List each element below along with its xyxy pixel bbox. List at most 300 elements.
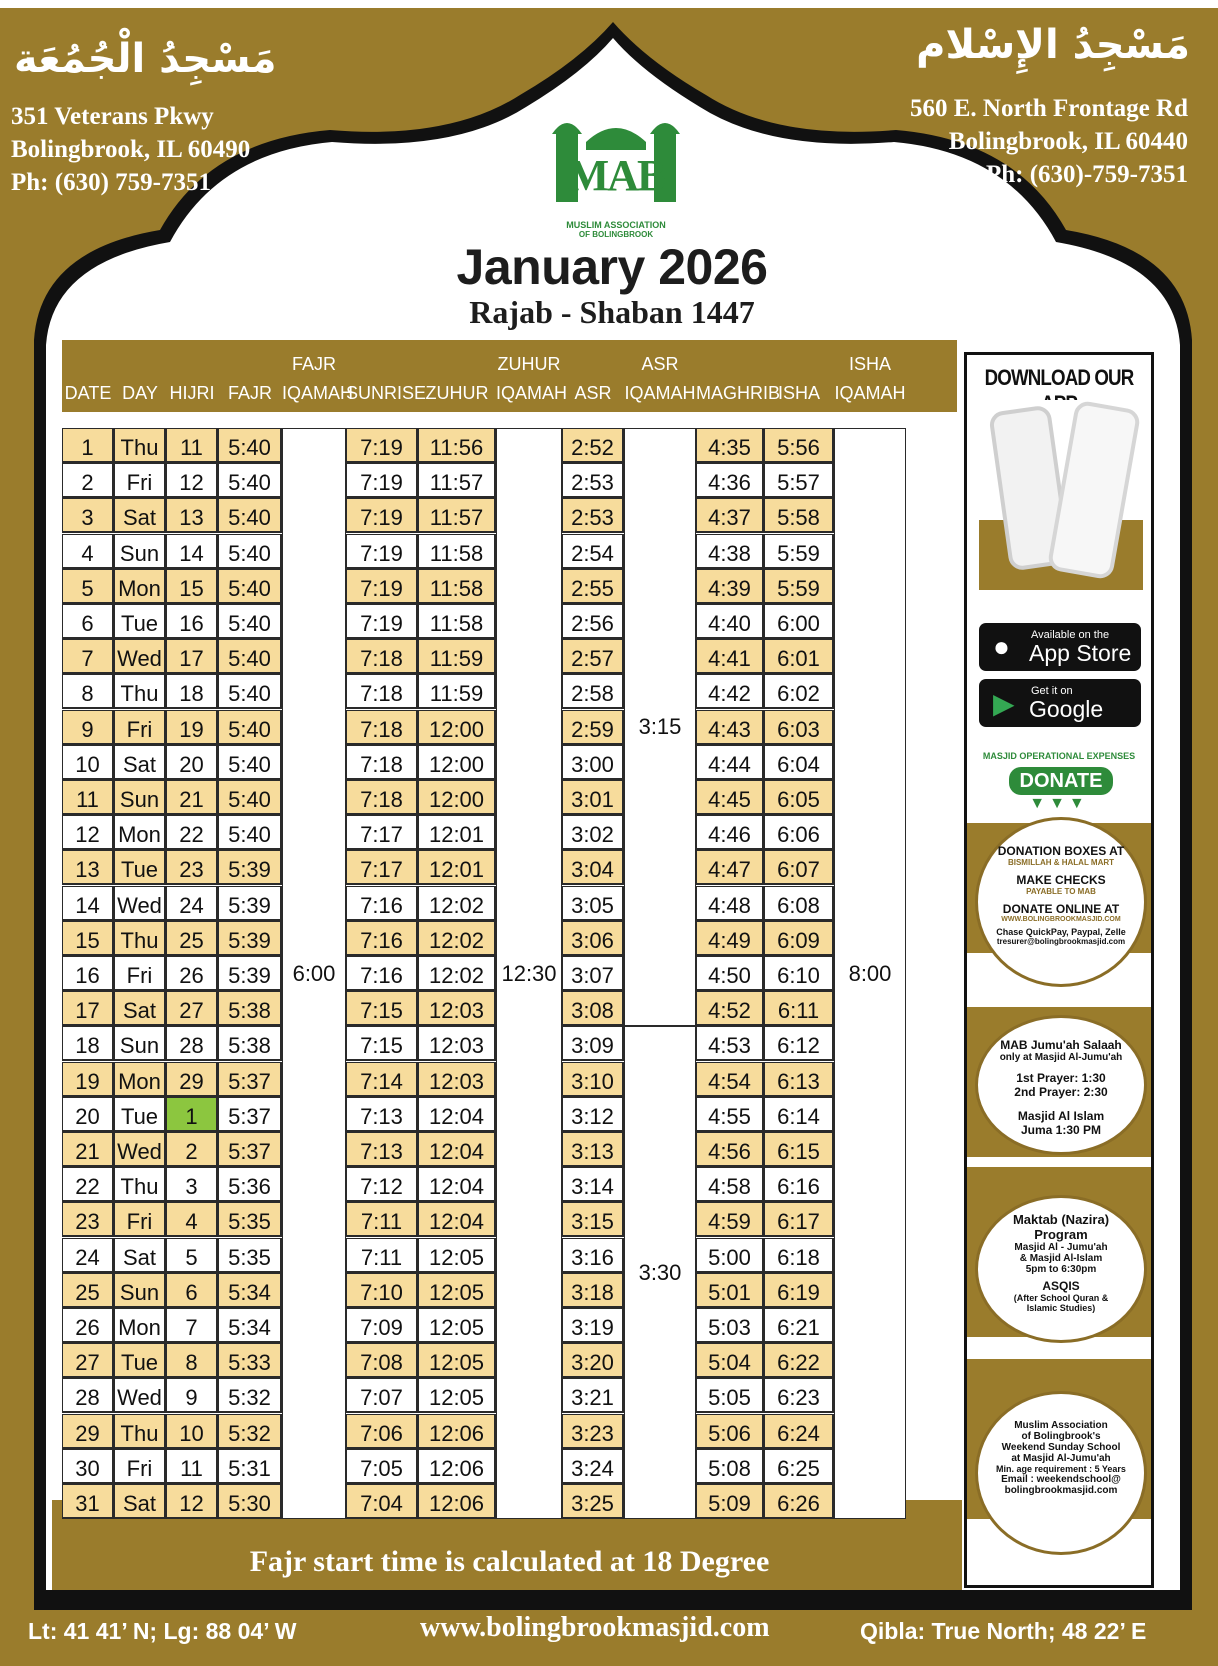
hijri-cell: 5 [166, 1238, 218, 1273]
date-cell: 2 [62, 463, 114, 498]
isha-cell: 6:08 [764, 886, 834, 921]
asr-cell: 3:10 [562, 1062, 624, 1097]
card1-line: tresurer@bolingbrookmasjid.com [996, 937, 1126, 946]
card3-line: (After School Quran & [1013, 1293, 1109, 1303]
maghrib-cell: 5:03 [696, 1308, 764, 1343]
isha-cell: 6:18 [764, 1238, 834, 1273]
asr-cell: 3:12 [562, 1097, 624, 1132]
day-cell: Mon [114, 1062, 166, 1097]
date-cell: 15 [62, 921, 114, 956]
asr-cell: 2:58 [562, 674, 624, 709]
fajr-cell: 5:39 [218, 886, 282, 921]
logo-letters: MAB [567, 151, 665, 200]
day-cell: Thu [114, 674, 166, 709]
fajr-cell: 5:34 [218, 1273, 282, 1308]
card3-line: Islamic Studies) [1026, 1303, 1096, 1313]
left-phone: Ph: (630) 759-7351 [11, 169, 211, 196]
sunrise-cell: 7:16 [346, 921, 418, 956]
hijri-cell: 3 [166, 1167, 218, 1202]
right-address-line2: Bolingbrook, IL 60440 [948, 128, 1188, 155]
hijri-cell: 28 [166, 1026, 218, 1061]
column-header: ISHA [777, 383, 820, 403]
date-cell: 13 [62, 850, 114, 885]
isha-cell: 6:17 [764, 1202, 834, 1237]
fajr-cell: 5:35 [218, 1238, 282, 1273]
fajr-cell: 5:40 [218, 604, 282, 639]
sunrise-cell: 7:05 [346, 1449, 418, 1484]
hijri-cell: 25 [166, 921, 218, 956]
fajr-cell: 5:40 [218, 534, 282, 569]
table-header [62, 340, 957, 412]
hijri-cell: 12 [166, 463, 218, 498]
isha-cell: 6:01 [764, 639, 834, 674]
donation-info-card [975, 817, 1147, 987]
fajr-cell: 5:30 [218, 1484, 282, 1519]
right-masjid-arabic-name: مَسْجِدُ الإِسْلام [916, 22, 1190, 68]
card4-line: Email : weekendschool@ [1001, 1474, 1121, 1485]
column-header: DAY [122, 383, 158, 403]
maktab-program-card [975, 1195, 1147, 1343]
donate-button[interactable]: DONATE [1009, 767, 1113, 795]
date-cell: 7 [62, 639, 114, 674]
asr-cell: 2:52 [562, 428, 624, 463]
sunrise-cell: 7:19 [346, 569, 418, 604]
day-cell: Mon [114, 569, 166, 604]
isha-cell: 6:06 [764, 815, 834, 850]
day-cell: Sun [114, 1026, 166, 1061]
zuhur-cell: 12:03 [418, 1062, 496, 1097]
website-link[interactable]: www.bolingbrookmasjid.com [420, 1612, 770, 1643]
day-cell: Thu [114, 921, 166, 956]
zuhur-cell: 12:05 [418, 1308, 496, 1343]
jumuah-info-card [975, 1015, 1147, 1155]
maghrib-cell: 5:00 [696, 1238, 764, 1273]
hijri-cell: 9 [166, 1378, 218, 1413]
column-header: ZUHUR [425, 383, 489, 403]
appstore-big-label: App Store [1029, 640, 1132, 666]
sunrise-cell: 7:19 [346, 463, 418, 498]
fajr-cell: 5:40 [218, 639, 282, 674]
column-header-top: ZUHUR [497, 354, 561, 374]
sunrise-cell: 7:16 [346, 956, 418, 991]
app-phone-image [979, 400, 1143, 590]
isha-cell: 6:04 [764, 745, 834, 780]
zuhur-cell: 12:04 [418, 1202, 496, 1237]
zuhur-cell: 11:58 [418, 604, 496, 639]
isha-cell: 6:24 [764, 1414, 834, 1449]
google-play-button[interactable] [979, 679, 1141, 749]
isha-cell: 6:03 [764, 710, 834, 745]
date-cell: 5 [62, 569, 114, 604]
date-cell: 11 [62, 780, 114, 815]
sunrise-cell: 7:18 [346, 674, 418, 709]
isha-cell: 6:09 [764, 921, 834, 956]
maghrib-cell: 5:09 [696, 1484, 764, 1519]
card4-line: of Bolingbrook's [1021, 1431, 1101, 1442]
card3-line: & Masjid Al-Islam [1019, 1253, 1103, 1264]
date-cell: 27 [62, 1343, 114, 1378]
zuhur-cell: 12:02 [418, 886, 496, 921]
fajr-cell: 5:39 [218, 921, 282, 956]
fajr-cell: 5:38 [218, 1026, 282, 1061]
date-cell: 22 [62, 1167, 114, 1202]
day-cell: Wed [114, 1132, 166, 1167]
sunrise-cell: 7:17 [346, 850, 418, 885]
maghrib-cell: 5:06 [696, 1414, 764, 1449]
isha-cell: 6:23 [764, 1378, 834, 1413]
maghrib-cell: 4:42 [696, 674, 764, 709]
day-cell: Sun [114, 534, 166, 569]
zuhur-cell: 12:04 [418, 1132, 496, 1167]
zuhur-cell: 12:00 [418, 745, 496, 780]
day-cell: Sat [114, 498, 166, 533]
zuhur-cell: 12:05 [418, 1273, 496, 1308]
sunrise-cell: 7:18 [346, 639, 418, 674]
day-cell: Fri [114, 1449, 166, 1484]
sunrise-cell: 7:04 [346, 1484, 418, 1519]
column-header: IQAMAH [834, 383, 906, 403]
isha-cell: 6:15 [764, 1132, 834, 1167]
asr-cell: 2:59 [562, 710, 624, 745]
day-cell: Mon [114, 815, 166, 850]
sunrise-cell: 7:16 [346, 886, 418, 921]
maghrib-cell: 4:44 [696, 745, 764, 780]
left-masjid-address [11, 100, 250, 199]
hijri-cell: 7 [166, 1308, 218, 1343]
date-cell: 28 [62, 1378, 114, 1413]
maghrib-cell: 5:08 [696, 1449, 764, 1484]
date-cell: 25 [62, 1273, 114, 1308]
fajr-cell: 5:34 [218, 1308, 282, 1343]
hijri-cell: 10 [166, 1414, 218, 1449]
isha-cell: 5:56 [764, 428, 834, 463]
hijri-cell: 8 [166, 1343, 218, 1378]
day-cell: Thu [114, 428, 166, 463]
asr-cell: 3:14 [562, 1167, 624, 1202]
sunrise-cell: 7:12 [346, 1167, 418, 1202]
zuhur-cell: 11:57 [418, 463, 496, 498]
isha-cell: 6:22 [764, 1343, 834, 1378]
hijri-cell: 14 [166, 534, 218, 569]
asr-cell: 3:24 [562, 1449, 624, 1484]
maghrib-cell: 4:47 [696, 850, 764, 885]
hijri-cell: 19 [166, 710, 218, 745]
card1-line: WWW.BOLINGBROOKMASJID.COM [1001, 916, 1121, 923]
date-cell: 17 [62, 991, 114, 1026]
date-cell: 26 [62, 1308, 114, 1343]
asr-cell: 2:55 [562, 569, 624, 604]
maghrib-cell: 4:40 [696, 604, 764, 639]
day-cell: Wed [114, 1378, 166, 1413]
hijri-cell: 1 [166, 1097, 218, 1132]
isha-cell: 6:05 [764, 780, 834, 815]
maghrib-cell: 4:35 [696, 428, 764, 463]
hijri-cell: 23 [166, 850, 218, 885]
asr-cell: 3:08 [562, 991, 624, 1026]
fajr-cell: 5:40 [218, 674, 282, 709]
maghrib-cell: 4:53 [696, 1026, 764, 1061]
maghrib-cell: 5:05 [696, 1378, 764, 1413]
sunrise-cell: 7:18 [346, 745, 418, 780]
hijri-cell: 11 [166, 428, 218, 463]
logo-caption-2: OF BOLINGBROOK [578, 230, 654, 239]
down-arrows-icon: ▼▼▼ [1029, 795, 1089, 812]
asr-cell: 3:07 [562, 956, 624, 991]
googleplay-small-label: Get it on [1031, 685, 1073, 697]
maghrib-cell: 4:45 [696, 780, 764, 815]
fajr-cell: 5:40 [218, 428, 282, 463]
asr-cell: 3:13 [562, 1132, 624, 1167]
column-header: DATE [64, 383, 112, 403]
date-cell: 18 [62, 1026, 114, 1061]
sunrise-cell: 7:10 [346, 1273, 418, 1308]
maghrib-cell: 5:04 [696, 1343, 764, 1378]
zuhur-cell: 12:02 [418, 956, 496, 991]
isha-cell: 6:02 [764, 674, 834, 709]
date-cell: 21 [62, 1132, 114, 1167]
fajr-cell: 5:39 [218, 850, 282, 885]
hijri-cell: 4 [166, 1202, 218, 1237]
asr-cell: 3:20 [562, 1343, 624, 1378]
card1-line: BISMILLAH & HALAL MART [1007, 858, 1115, 867]
hijri-cell: 24 [166, 886, 218, 921]
sunrise-cell: 7:18 [346, 710, 418, 745]
day-cell: Fri [114, 956, 166, 991]
day-cell: Fri [114, 1202, 166, 1237]
sunrise-cell: 7:13 [346, 1097, 418, 1132]
asr-cell: 2:53 [562, 498, 624, 533]
right-address-line1: 560 E. North Frontage Rd [909, 95, 1188, 122]
asr-cell: 2:56 [562, 604, 624, 639]
hijri-cell: 12 [166, 1484, 218, 1519]
date-cell: 29 [62, 1414, 114, 1449]
hijri-cell: 11 [166, 1449, 218, 1484]
sunrise-cell: 7:08 [346, 1343, 418, 1378]
isha-cell: 6:13 [764, 1062, 834, 1097]
date-cell: 14 [62, 886, 114, 921]
zuhur-cell: 12:02 [418, 921, 496, 956]
isha-cell: 5:59 [764, 534, 834, 569]
sunrise-cell: 7:13 [346, 1132, 418, 1167]
day-cell: Sat [114, 745, 166, 780]
fajr-iqamah-cell: 6:00 [282, 428, 346, 1519]
isha-cell: 6:00 [764, 604, 834, 639]
sunrise-cell: 7:06 [346, 1414, 418, 1449]
card1-line: DONATION BOXES AT [997, 844, 1125, 858]
zuhur-cell: 11:57 [418, 498, 496, 533]
day-cell: Tue [114, 1097, 166, 1132]
zuhur-cell: 11:58 [418, 569, 496, 604]
sunrise-cell: 7:17 [346, 815, 418, 850]
maghrib-cell: 4:50 [696, 956, 764, 991]
hijri-cell: 21 [166, 780, 218, 815]
fajr-cell: 5:37 [218, 1062, 282, 1097]
isha-cell: 6:10 [764, 956, 834, 991]
hijri-cell: 6 [166, 1273, 218, 1308]
column-header: IQAMAH [282, 383, 354, 403]
zuhur-cell: 11:59 [418, 674, 496, 709]
download-app-title: DOWNLOAD OUR [984, 365, 1134, 390]
zuhur-iqamah-cell: 12:30 [496, 428, 562, 1519]
isha-cell: 6:12 [764, 1026, 834, 1061]
card2-line: 1st Prayer: 1:30 [1016, 1071, 1106, 1085]
date-cell: 12 [62, 815, 114, 850]
maghrib-cell: 4:56 [696, 1132, 764, 1167]
day-cell: Sun [114, 1273, 166, 1308]
zuhur-cell: 12:00 [418, 710, 496, 745]
fajr-cell: 5:36 [218, 1167, 282, 1202]
sunrise-cell: 7:07 [346, 1378, 418, 1413]
card4-line: bolingbrookmasjid.com [1004, 1485, 1118, 1496]
card1-line: PAYABLE TO MAB [1026, 887, 1096, 896]
zuhur-cell: 12:03 [418, 1026, 496, 1061]
left-address-line2: Bolingbrook, IL 60490 [11, 136, 251, 163]
fajr-cell: 5:33 [218, 1343, 282, 1378]
maghrib-cell: 4:38 [696, 534, 764, 569]
card2-line: Masjid Al Islam [1017, 1109, 1105, 1123]
hijri-cell: 29 [166, 1062, 218, 1097]
date-cell: 8 [62, 674, 114, 709]
app-store-button[interactable] [979, 623, 1141, 671]
isha-cell: 5:59 [764, 569, 834, 604]
date-cell: 3 [62, 498, 114, 533]
fajr-cell: 5:40 [218, 498, 282, 533]
isha-cell: 5:57 [764, 463, 834, 498]
asr-cell: 3:02 [562, 815, 624, 850]
maghrib-cell: 5:01 [696, 1273, 764, 1308]
fajr-calculation-note: Fajr start time is calculated at 18 Degree [249, 1545, 770, 1578]
maghrib-cell: 4:41 [696, 639, 764, 674]
hijri-cell: 26 [166, 956, 218, 991]
fajr-cell: 5:32 [218, 1378, 282, 1413]
isha-cell: 6:21 [764, 1308, 834, 1343]
maghrib-cell: 4:55 [696, 1097, 764, 1132]
isha-cell: 6:19 [764, 1273, 834, 1308]
zuhur-cell: 12:05 [418, 1378, 496, 1413]
column-header: IQAMAH [496, 383, 568, 403]
maghrib-cell: 4:46 [696, 815, 764, 850]
logo-caption-1: MUSLIM ASSOCIATION [566, 220, 666, 230]
column-header: SUNRISE [346, 383, 427, 403]
asr-cell: 2:54 [562, 534, 624, 569]
isha-cell: 6:07 [764, 850, 834, 885]
column-header: ASR [574, 383, 612, 403]
isha-cell: 5:58 [764, 498, 834, 533]
donate-caption: MASJID OPERATIONAL EXPENSES [982, 751, 1136, 761]
sunrise-cell: 7:09 [346, 1308, 418, 1343]
date-cell: 24 [62, 1238, 114, 1273]
hijri-cell: 17 [166, 639, 218, 674]
card3-line: ASQIS [1042, 1279, 1080, 1293]
day-cell: Sat [114, 1238, 166, 1273]
fajr-cell: 5:32 [218, 1414, 282, 1449]
fajr-cell: 5:40 [218, 463, 282, 498]
isha-cell: 6:25 [764, 1449, 834, 1484]
column-header: HIJRI [169, 383, 215, 403]
maghrib-cell: 4:52 [696, 991, 764, 1026]
zuhur-cell: 12:05 [418, 1343, 496, 1378]
left-masjid-arabic-name: مَسْجِدُ الْجُمُعَة [14, 36, 277, 82]
asr-cell: 3:19 [562, 1308, 624, 1343]
asr-cell: 2:57 [562, 639, 624, 674]
asr-cell: 2:53 [562, 463, 624, 498]
mab-logo [548, 112, 684, 240]
asr-iqamah-cell: 3:15 [624, 428, 696, 1026]
zuhur-cell: 12:01 [418, 815, 496, 850]
maghrib-cell: 4:39 [696, 569, 764, 604]
asr-cell: 3:16 [562, 1238, 624, 1273]
maghrib-cell: 4:59 [696, 1202, 764, 1237]
day-cell: Thu [114, 1414, 166, 1449]
fajr-cell: 5:39 [218, 956, 282, 991]
card2-line: MAB Jumu'ah Salaah [1000, 1038, 1122, 1052]
card3-line: Masjid Al - Jumu'ah [1014, 1242, 1108, 1253]
column-header-top: ISHA [848, 354, 891, 374]
column-header: FAJR [227, 383, 272, 403]
card3-line: 5pm to 6:30pm [1025, 1264, 1097, 1275]
day-cell: Sat [114, 1484, 166, 1519]
date-cell: 31 [62, 1484, 114, 1519]
day-cell: Sat [114, 991, 166, 1026]
fajr-cell: 5:40 [218, 569, 282, 604]
day-cell: Wed [114, 886, 166, 921]
fajr-cell: 5:40 [218, 815, 282, 850]
isha-cell: 6:26 [764, 1484, 834, 1519]
day-cell: Fri [114, 463, 166, 498]
zuhur-cell: 12:05 [418, 1238, 496, 1273]
zuhur-cell: 11:58 [418, 534, 496, 569]
maghrib-cell: 4:58 [696, 1167, 764, 1202]
day-cell: Thu [114, 1167, 166, 1202]
asr-cell: 3:21 [562, 1378, 624, 1413]
zuhur-cell: 11:56 [418, 428, 496, 463]
asr-cell: 3:18 [562, 1273, 624, 1308]
qibla-direction: Qibla: True North; 48 22’ E [860, 1618, 1147, 1644]
maghrib-cell: 4:36 [696, 463, 764, 498]
card3-line: Maktab (Nazira) [1012, 1212, 1110, 1227]
sunday-school-card [975, 1391, 1147, 1555]
fajr-cell: 5:38 [218, 991, 282, 1026]
appstore-small-label: Available on the [1031, 629, 1110, 641]
date-cell: 20 [62, 1097, 114, 1132]
fajr-cell: 5:37 [218, 1132, 282, 1167]
sunrise-cell: 7:19 [346, 498, 418, 533]
zuhur-cell: 12:04 [418, 1097, 496, 1132]
maghrib-cell: 4:37 [696, 498, 764, 533]
date-cell: 10 [62, 745, 114, 780]
asr-cell: 3:05 [562, 886, 624, 921]
zuhur-cell: 12:06 [418, 1484, 496, 1519]
coordinates: Lt: 41 41’ N; Lg: 88 04’ W [28, 1618, 297, 1644]
zuhur-cell: 12:06 [418, 1449, 496, 1484]
column-header-top: ASR [641, 354, 679, 374]
right-masjid-address [860, 92, 1188, 191]
apple-icon: ● [993, 631, 1010, 662]
asr-cell: 3:00 [562, 745, 624, 780]
fajr-cell: 5:37 [218, 1097, 282, 1132]
asr-cell: 3:23 [562, 1414, 624, 1449]
day-cell: Sun [114, 780, 166, 815]
zuhur-cell: 12:03 [418, 991, 496, 1026]
card2-line: only at Masjid Al-Jumu'ah [999, 1052, 1123, 1063]
card4-line: Min. age requirement : 5 Years [996, 1464, 1126, 1474]
column-header: IQAMAH [624, 383, 696, 403]
card2-line: 2nd Prayer: 2:30 [1014, 1085, 1108, 1099]
hijri-cell: 20 [166, 745, 218, 780]
asr-cell: 3:09 [562, 1026, 624, 1061]
column-header: MAGHRIB [696, 383, 781, 403]
isha-iqamah-cell: 8:00 [834, 428, 906, 1519]
